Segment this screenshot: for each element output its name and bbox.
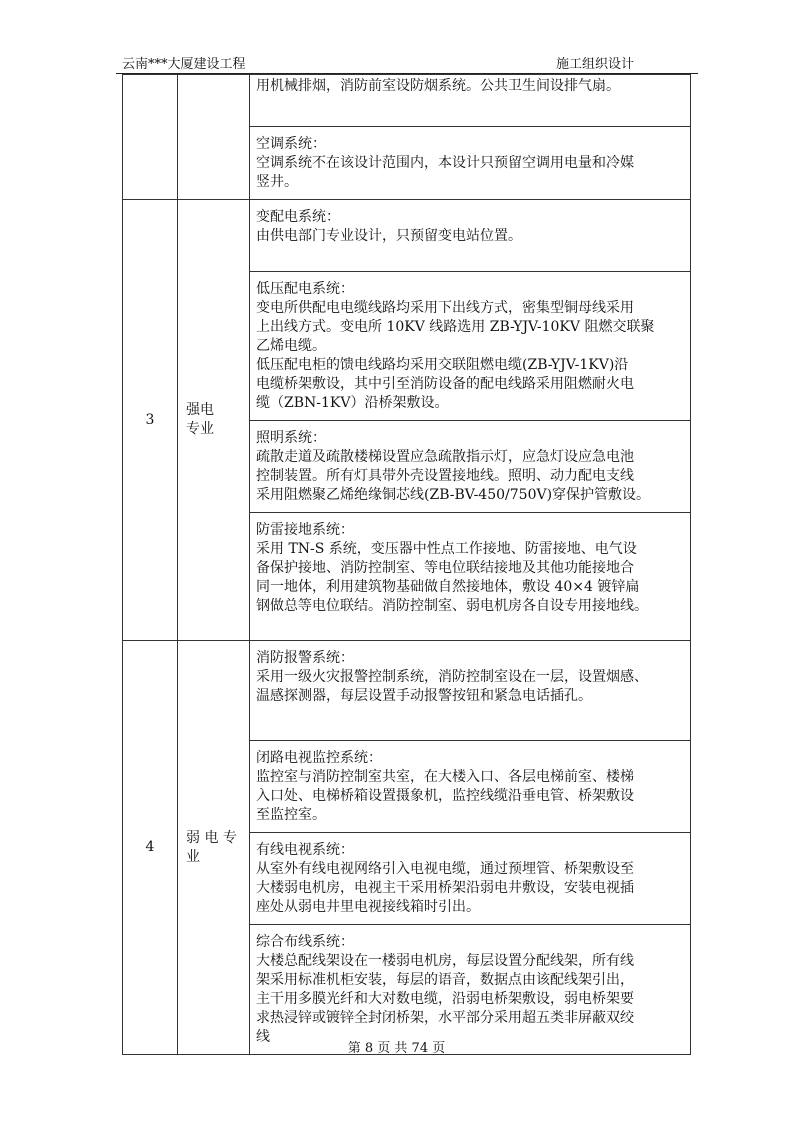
- description-line: 求热浸锌或镀锌全封闭桥架，水平部分采用超五类非屏蔽双绞: [256, 1010, 634, 1026]
- system-heading: 照明系统：: [256, 430, 326, 446]
- description-line: 缆（ZBN-1KV）沿桥架敷设。: [256, 395, 449, 411]
- description-line: 至监控室。: [256, 807, 326, 823]
- item-number-cell: 3: [123, 200, 178, 641]
- specialty-cell: [178, 641, 250, 1055]
- description-line: 大楼总配线架设在一楼弱电机房，每层设置分配线架，所有线: [256, 953, 634, 969]
- description-line: 采用一级火灾报警控制系统，消防控制室设在一层，设置烟感、: [256, 669, 648, 685]
- system-description-cell: [250, 513, 691, 641]
- specialty-cell: [178, 75, 250, 200]
- system-heading: 综合布线系统：: [256, 934, 354, 950]
- table-row: [123, 200, 691, 272]
- system-heading: 有线电视系统：: [256, 842, 354, 858]
- system-heading: 变配电系统：: [256, 209, 340, 225]
- system-description-cell: [250, 833, 691, 925]
- system-description-cell: [250, 272, 691, 421]
- system-description-cell: [250, 75, 691, 127]
- description-line: 从室外有线电视网络引入电视电缆，通过预埋管、桥架敷设至: [256, 861, 634, 877]
- description-line: 监控室与消防控制室共室，在大楼入口、各层电梯前室、楼梯: [256, 769, 634, 785]
- description-line: 控制装置。所有灯具带外壳设置接地线。照明、动力配电支线: [256, 468, 634, 484]
- description-line: 架采用标准机柜安装，每层的语音，数据点由该配线架引出，: [256, 972, 634, 988]
- description-line: 入口处、电梯桥箱设置摄象机，监控线缆沿垂电管、桥架敷设: [256, 788, 634, 804]
- specialty-cell: [178, 200, 250, 641]
- description-line: 竖井。: [256, 174, 298, 190]
- page-footer: 第 8 页 共 74 页: [347, 1041, 446, 1056]
- description-line: 用机械排烟，消防前室设防烟系统。公共卫生间设排气扇。: [256, 78, 620, 94]
- item-number-cell: 4: [123, 641, 178, 1055]
- description-line: 温感探测器，每层设置手动报警按钮和紧急电话插孔。: [256, 688, 592, 704]
- description-line: 线: [256, 1029, 270, 1045]
- description-line: 变电所供配电电缆线路均采用下出线方式，密集型铜母线采用: [256, 300, 634, 316]
- description-line: 由供电部门专业设计，只预留变电站位置。: [256, 228, 522, 244]
- description-line: 低压配电柜的馈电线路均采用交联阻燃电缆(ZB-YJV-1KV)沿: [256, 357, 629, 373]
- design-overview-table: [122, 74, 691, 1055]
- system-description-cell: [250, 741, 691, 833]
- description-line: 乙烯电缆。: [256, 338, 326, 354]
- description-line: 大楼弱电机房，电视主干采用桥架沿弱电井敷设，安装电视插: [256, 880, 634, 896]
- item-number-cell: [123, 75, 178, 200]
- description-line: 备保护接地、消防控制室、等电位联结接地及其他功能接地合: [256, 560, 634, 576]
- system-heading: 闭路电视监控系统：: [256, 750, 382, 766]
- description-line: 采用阻燃聚乙烯绝缘铜芯线(ZB-BV-450/750V)穿保护管敷设。: [256, 487, 651, 503]
- system-heading: 消防报警系统：: [256, 650, 354, 666]
- system-heading: 低压配电系统：: [256, 281, 354, 297]
- system-description-cell: [250, 200, 691, 272]
- table-row: [123, 75, 691, 127]
- description-line: 空调系统不在该设计范围内，本设计只预留空调用电量和冷媒: [256, 155, 634, 171]
- table-row: [123, 641, 691, 741]
- header-project-name: 云南***大厦建设工程: [122, 57, 246, 72]
- description-line: 同一地体，利用建筑物基础做自然接地体，敷设 40×4 镀锌扁: [256, 579, 640, 595]
- system-description-cell: [250, 127, 691, 200]
- system-description-cell: [250, 421, 691, 513]
- description-line: 钢做总等电位联结。消防控制室、弱电机房各自设专用接地线。: [256, 598, 648, 614]
- description-line: 座处从弱电井里电视接线箱时引出。: [256, 899, 480, 915]
- system-description-cell: [250, 925, 691, 1055]
- description-line: 电缆桥架敷设，其中引至消防设备的配电线路采用阻燃耐火电: [256, 376, 634, 392]
- system-heading: 防雷接地系统：: [256, 522, 354, 538]
- description-line: 采用 TN-S 系统，变压器中性点工作接地、防雷接地、电气设: [256, 541, 637, 557]
- header-document-title: 施工组织设计: [556, 57, 635, 72]
- description-line: 疏散走道及疏散楼梯设置应急疏散指示灯，应急灯设应急电池: [256, 449, 634, 465]
- specialty-label: 弱 电 专: [186, 829, 237, 846]
- specialty-label: 业: [186, 848, 200, 865]
- system-heading: 空调系统：: [256, 136, 326, 152]
- specialty-label: 专业: [186, 421, 214, 437]
- specialty-label: 强电: [186, 402, 214, 418]
- system-description-cell: [250, 641, 691, 741]
- description-line: 主干用多膜光纤和大对数电缆，沿弱电桥架敷设，弱电桥架要: [256, 991, 634, 1007]
- description-line: 上出线方式。变电所 10KV 线路选用 ZB-YJV-10KV 阻燃交联聚: [256, 319, 655, 335]
